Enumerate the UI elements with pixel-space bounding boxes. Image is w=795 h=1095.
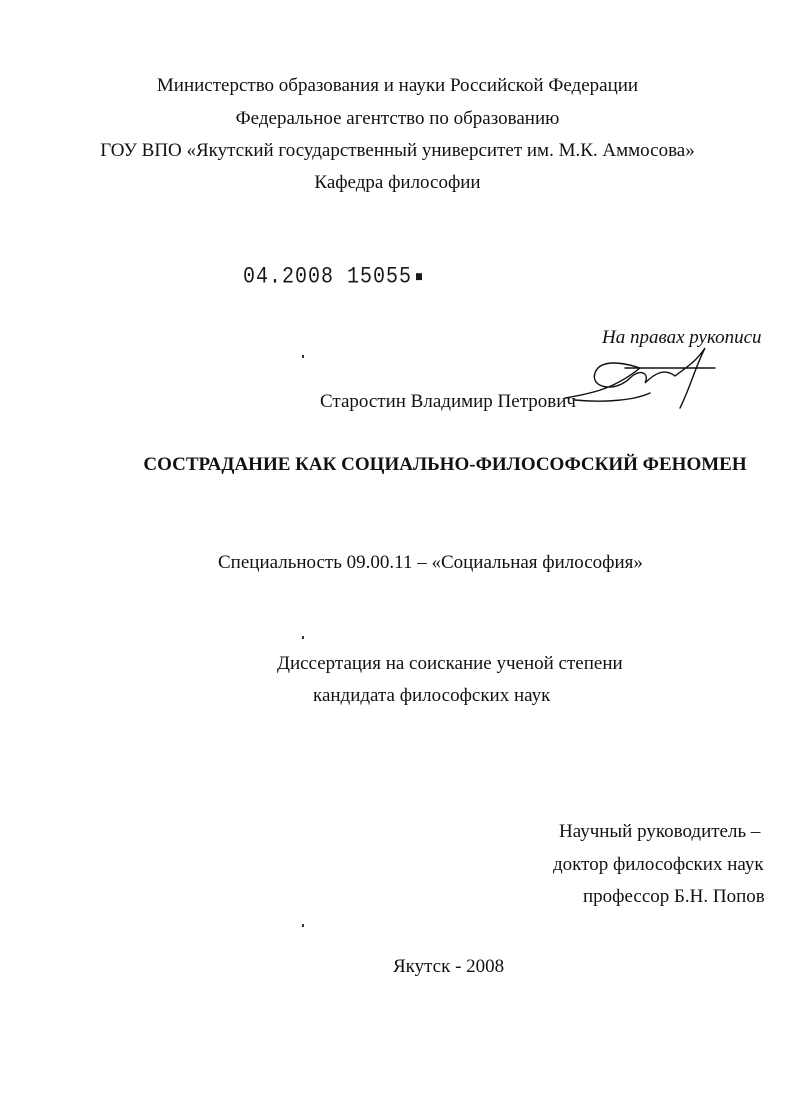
supervisor-line-1: Научный руководитель – [559, 821, 761, 842]
degree-line-2: кандидата философских наук [313, 685, 551, 706]
place-year: Якутск - 2008 [393, 956, 505, 977]
stamp-dot [416, 273, 422, 280]
dissertation-title: СОСТРАДАНИЕ КАК СОЦИАЛЬНО-ФИЛОСОФСКИЙ ФЕНОМЕН [143, 454, 747, 475]
ministry-line: Министерство образования и науки Российской Федерации [156, 75, 639, 96]
university-line: ГОУ ВПО «Якутский государственный университет им. М.К. Аммосова» [100, 140, 695, 161]
library-stamp [243, 264, 422, 290]
agency-line: Федеральное агентство по образованию [235, 108, 560, 129]
supervisor-line-2: доктор философских наук [553, 854, 764, 875]
supervisor-line-3: профессор Б.Н. Попов [583, 886, 765, 907]
degree-line-1: Диссертация на соискание ученой степени [277, 653, 623, 674]
specialty-line: Специальность 09.00.11 – «Социальная философия» [218, 552, 643, 573]
scan-speck [302, 924, 304, 927]
handwritten-signature [555, 338, 730, 418]
department-line: Кафедра философии [314, 172, 481, 193]
manuscript-note: На правах рукописи [602, 327, 762, 348]
author-name: Старостин Владимир Петрович [320, 391, 576, 412]
scan-speck [302, 355, 304, 358]
scan-speck [302, 636, 304, 639]
stamp-number: 04.2008 15055 [243, 264, 413, 291]
